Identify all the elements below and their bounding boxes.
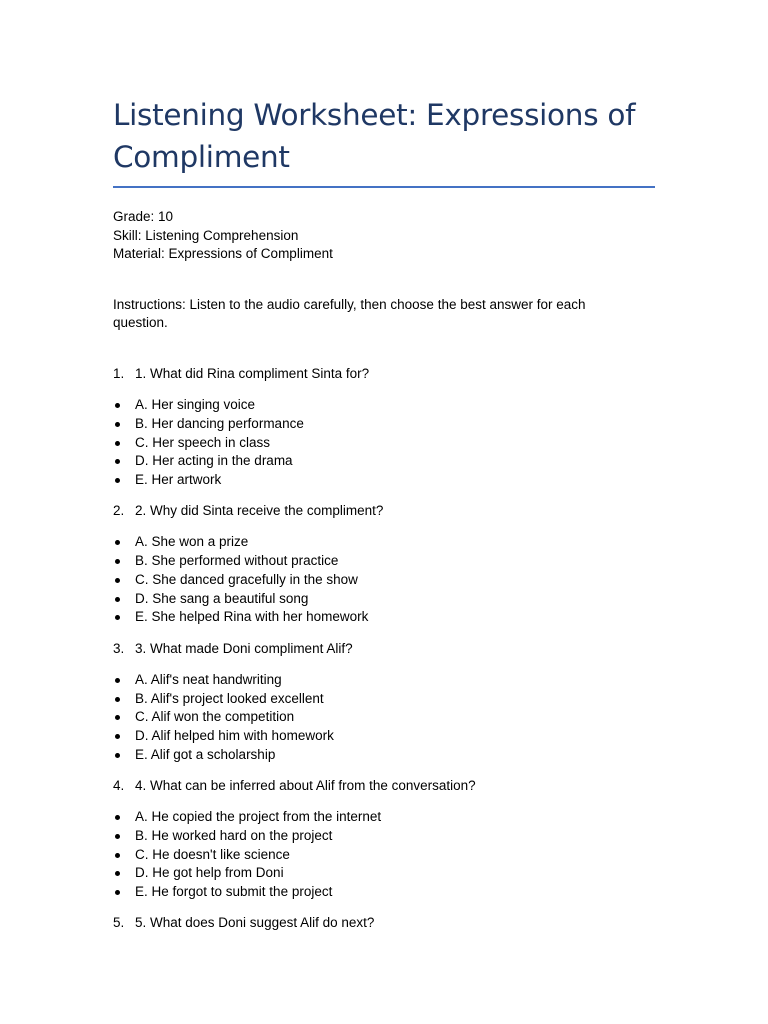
option-item: [113, 552, 655, 571]
option-text: D. He got help from Doni: [135, 865, 284, 881]
option-text: A. Her singing voice: [135, 397, 256, 413]
question-row: [113, 365, 655, 384]
grade-text: Grade: 10: [113, 209, 174, 224]
bullet-icon: [113, 827, 135, 846]
skill-text: Skill: Listening Comprehension: [113, 227, 299, 243]
bullet-icon: [113, 552, 135, 571]
question-text: 2. Why did Sinta receive the compliment?: [135, 503, 384, 519]
question-number: 1.: [113, 365, 125, 381]
question-list: [113, 365, 655, 933]
bullet-icon: [113, 671, 135, 690]
option-item: [113, 396, 655, 415]
option-list: [113, 533, 655, 627]
instructions-text: Instructions: Listen to the audio carefully, then choose the best answer for each question.: [113, 296, 586, 331]
option-item: [113, 846, 655, 865]
bullet-icon: [113, 808, 135, 827]
option-text: A. He copied the project from the internet: [135, 809, 382, 825]
option-item: [113, 690, 655, 709]
option-item: [113, 533, 655, 552]
bullet-icon: [113, 434, 135, 453]
question-number: 5.: [113, 915, 125, 931]
option-text: E. Her artwork: [135, 472, 222, 488]
question-row: [113, 914, 655, 933]
question-text: 4. What can be inferred about Alif from the conversation?: [135, 778, 476, 793]
option-item: [113, 671, 655, 690]
question-text: 5. What does Doni suggest Alif do next?: [135, 915, 375, 931]
question-number: 3.: [113, 640, 125, 656]
option-text: D. Alif helped him with homework: [135, 728, 334, 743]
question-number: 2.: [113, 503, 125, 519]
bullet-icon: [113, 727, 135, 746]
option-item: [113, 808, 655, 827]
question-number: 4.: [113, 778, 125, 793]
title-divider: [113, 186, 655, 188]
option-item: [113, 415, 655, 434]
option-text: C. She danced gracefully in the show: [135, 571, 358, 587]
option-text: B. Her dancing performance: [135, 415, 304, 431]
material-text: Material: Expressions of Compliment: [113, 246, 333, 262]
option-item: [113, 471, 655, 490]
option-text: A. Alif's neat handwriting: [135, 671, 282, 687]
bullet-icon: [113, 690, 135, 709]
bullet-icon: [113, 415, 135, 434]
page-title: Listening Worksheet: Expressions of Compliment: [113, 98, 636, 174]
option-text: D. Her acting in the drama: [135, 453, 293, 469]
question-text: 3. What made Doni compliment Alif?: [135, 640, 353, 656]
option-text: B. Alif's project looked excellent: [135, 690, 324, 706]
worksheet-page: [113, 94, 655, 933]
option-item: [113, 746, 655, 765]
option-item: [113, 708, 655, 727]
bullet-icon: [113, 608, 135, 627]
option-list: [113, 396, 655, 490]
option-text: E. He forgot to submit the project: [135, 884, 333, 900]
bullet-icon: [113, 452, 135, 471]
bullet-icon: [113, 846, 135, 865]
option-item: [113, 434, 655, 453]
option-text: E. She helped Rina with her homework: [135, 609, 369, 625]
bullet-icon: [113, 708, 135, 727]
question-item: [113, 365, 655, 490]
question-item: [113, 502, 655, 627]
question-item: [113, 914, 655, 933]
bullet-icon: [113, 471, 135, 490]
bullet-icon: [113, 533, 135, 552]
question-row: [113, 777, 655, 796]
question-row: [113, 502, 655, 521]
bullet-icon: [113, 864, 135, 883]
option-text: B. He worked hard on the project: [135, 827, 333, 843]
option-item: [113, 590, 655, 609]
option-item: [113, 608, 655, 627]
question-row: [113, 640, 655, 659]
option-text: C. Alif won the competition: [135, 709, 295, 725]
option-text: C. He doesn't like science: [135, 846, 290, 862]
bullet-icon: [113, 396, 135, 415]
bullet-icon: [113, 571, 135, 590]
option-text: C. Her speech in class: [135, 434, 271, 450]
option-text: B. She performed without practice: [135, 553, 339, 569]
bullet-icon: [113, 883, 135, 902]
option-item: [113, 864, 655, 883]
question-item: [113, 640, 655, 765]
question-item: [113, 777, 655, 902]
option-item: [113, 827, 655, 846]
option-item: [113, 452, 655, 471]
option-text: D. She sang a beautiful song: [135, 590, 309, 606]
option-list: [113, 671, 655, 765]
bullet-icon: [113, 590, 135, 609]
question-text: 1. What did Rina compliment Sinta for?: [135, 365, 370, 381]
option-item: [113, 883, 655, 902]
option-list: [113, 808, 655, 902]
option-item: [113, 571, 655, 590]
option-text: A. She won a prize: [135, 534, 249, 550]
option-text: E. Alif got a scholarship: [135, 746, 276, 762]
worksheet-meta: [113, 208, 655, 264]
bullet-icon: [113, 746, 135, 765]
option-item: [113, 727, 655, 746]
